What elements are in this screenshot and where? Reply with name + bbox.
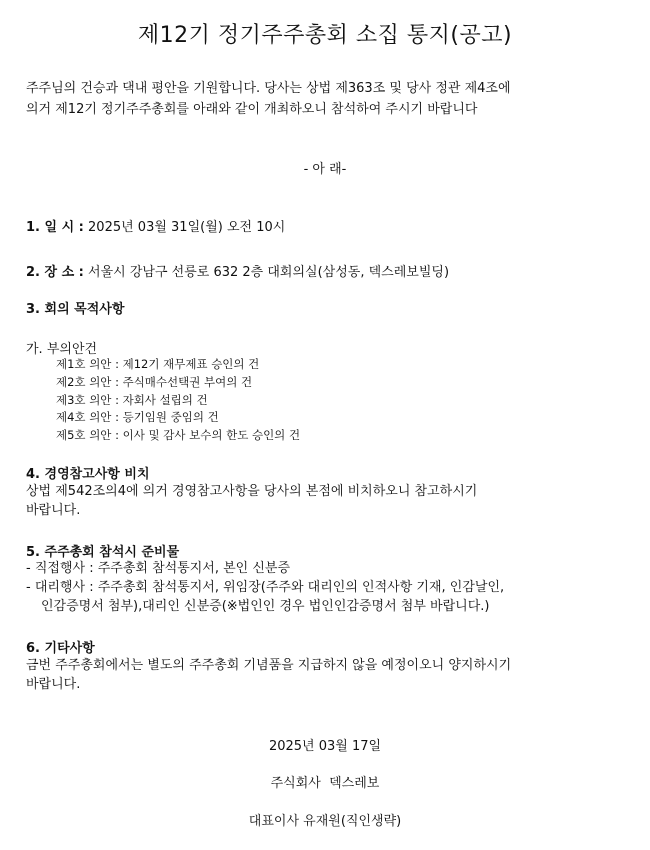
notice-date: 2025년 03월 17일 xyxy=(268,739,382,754)
intro-line: 의거 제12기 정기주주총회를 아래와 같이 개최하오니 참석하여 주시기 바랍니다 xyxy=(26,102,478,117)
item-other-text xyxy=(26,656,626,694)
prep-line: 인감증명서 첨부),대리인 신분증(※법인인 경우 법인인감증명서 첨부 바랍니다.) xyxy=(41,599,490,614)
item-other-heading: 6. 기타사항 xyxy=(26,641,95,656)
agenda-item: 제4호 의안 : 등기임원 중임의 건 xyxy=(56,410,219,424)
item-date xyxy=(26,216,285,235)
item-reference-heading: 4. 경영참고사항 비치 xyxy=(26,467,150,482)
intro-line: 주주님의 건승과 댁내 평안을 기원합니다. 당사는 상법 제363조 및 당사 정관 제4조에 xyxy=(26,81,511,96)
item-place xyxy=(26,261,449,280)
agenda-item: 제2호 의안 : 주식매수선택권 부여의 건 xyxy=(56,375,253,389)
item-prep-text xyxy=(26,559,626,616)
prep-line: - 직접행사 : 주주총회 참석통지서, 본인 신분증 xyxy=(26,561,291,576)
prep-line: - 대리행사 : 주주총회 참석통지서, 위임장(주주와 대리인의 인적사항 기재, 인감날인, xyxy=(26,580,505,595)
item-prep-heading: 5. 주주총회 참석시 준비물 xyxy=(26,545,180,560)
company-name: 주식회사 덱스레보 xyxy=(270,776,380,791)
item-date-label: 1. 일 시 : xyxy=(26,220,84,235)
arae-heading: - 아 래- xyxy=(303,162,347,177)
intro-paragraph xyxy=(26,78,630,120)
other-line: 바랍니다. xyxy=(26,677,81,692)
item-reference-text xyxy=(26,482,626,520)
agenda-item: 제3호 의안 : 자회사 설립의 건 xyxy=(56,393,208,407)
item-date-value: 2025년 03월 31일(월) 오전 10시 xyxy=(88,220,286,235)
item-place-value: 서울시 강남구 선릉로 632 2층 대회의실(삼성동, 덱스레보빌딩) xyxy=(88,265,450,280)
agenda-item: 제1호 의안 : 제12기 재무제표 승인의 건 xyxy=(56,357,260,371)
item-place-label: 2. 장 소 : xyxy=(26,265,84,280)
item-agenda-heading: 3. 회의 목적사항 xyxy=(26,302,125,317)
document-title: 제12기 정기주주총회 소집 통지(공고) xyxy=(137,23,513,48)
ceo-name: 대표이사 유재원(직인생략) xyxy=(248,814,402,829)
agenda-item: 제5호 의안 : 이사 및 감사 보수의 한도 승인의 건 xyxy=(56,428,301,442)
other-line: 금번 주주총회에서는 별도의 주주총회 기념품을 지급하지 않을 예정이오니 양지하시기 xyxy=(26,658,512,673)
agenda-sub-label: 가. 부의안건 xyxy=(26,342,98,357)
reference-line: 상법 제542조의4에 의거 경영참고사항을 당사의 본점에 비치하오니 참고하시기 xyxy=(26,484,478,499)
reference-line: 바랍니다. xyxy=(26,503,81,518)
